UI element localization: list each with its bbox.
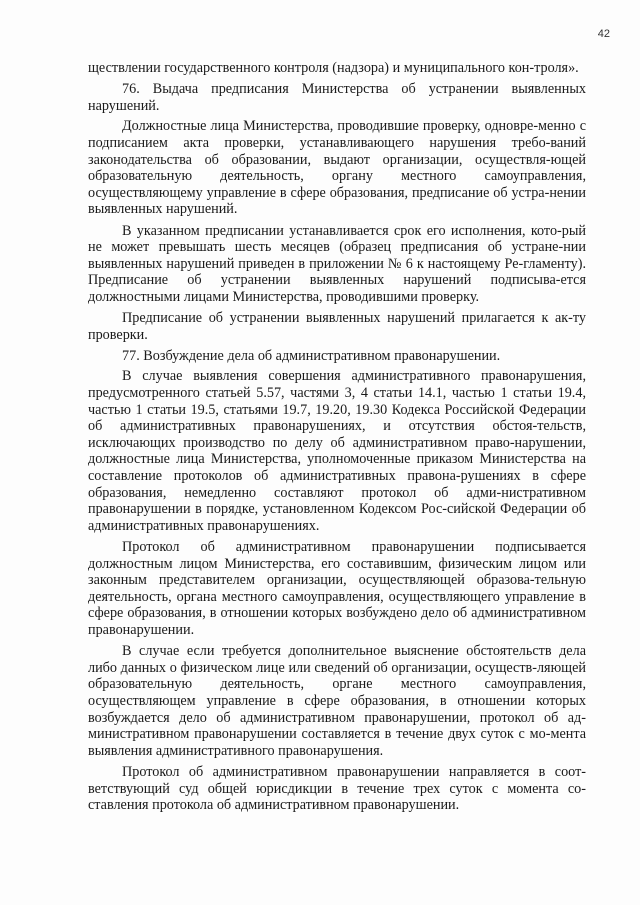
document-body <box>88 60 586 818</box>
paragraph-protocol-sent-to-court: Протокол об административном правонарушении направляется в соот-ветствующий суд общей юрисдикции в течение трех суток с момента со-ставления протокола об административном правонарушении. <box>88 763 586 814</box>
paragraph-protocol-signed: Протокол об административном правонарушении подписывается должностным лицом Министерства, его составившим, физическим лицом или законным представителем организации, осуществляющей образова-тельную деятельность, органа местного самоуправления, осуществляющего управление в сфере образования, в отношении которых возбуждено дело об административном правонарушении. <box>88 539 586 638</box>
paragraph-order-deadline: В указанном предписании устанавливается срок его исполнения, кото-рый не может превышать шесть месяцев (образец предписания об устране-нии выявленных нарушений приведен в приложении № 6 к настоящему Ре-гламенту). Предписание об устранении выявленных нарушений подписыва-ется должностными лицами Министерства, проводившими проверку. <box>88 222 586 305</box>
section-heading-76: 76. Выдача предписания Министерства об устранении выявленных нарушений. <box>88 81 586 114</box>
page-number: 42 <box>597 28 610 40</box>
paragraph-order-attached: Предписание об устранении выявленных нарушений прилагается к ак-ту проверки. <box>88 310 586 343</box>
paragraph-continuation: ществлении государственного контроля (надзора) и муниципального кон-троля». <box>88 60 579 76</box>
paragraph-officials-issue-order: Должностные лица Министерства, проводившие проверку, одновре-менно с подписанием акта проверки, устанавливающего нарушения требо-ваний законодательства об образовании, выдают организации, осуществля-ющей образовательную деятельность, органу местного самоуправления, осуществляющему управление в сфере образования, предписание об устра-нении выявленных нарушений. <box>88 118 586 218</box>
paragraph-additional-clarification: В случае если требуется дополнительное выяснение обстоятельств дела либо данных о физическом лице или сведений об организации, осуществ-ляющей образовательную деятельность, органе местного самоуправления, осуществляющем управление в сфере образования, в отношении которых возбуждается дело об административном правонарушении, протокол об ад-министративном правонарушении составляется в течение двух суток с мо-мента выявления административного правонарушения. <box>88 643 586 759</box>
paragraph-violation-detected: В случае выявления совершения административного правонарушения, предусмотренного статьей 5.57, частями 3, 4 статьи 14.1, частью 1 статьи 19.4, частью 1 статьи 19.5, статьями 19.7, 19.20, 19.30 Кодекса Российской Федерации об административных правонарушениях, и отсутствия обстоя-тельств, исключающих производство по делу об административном право-нарушении, должностные лица Министерства, уполномоченные приказом Министерства на составление протоколов об административных правона-рушениях в сфере образования, немедленно составляют протокол об адми-нистративном правонарушении в порядке, установленном Кодексом Рос-сийской Федерации об административных правонарушениях. <box>88 368 586 534</box>
section-heading-77: 77. Возбуждение дела об административном правонарушении. <box>122 347 501 364</box>
